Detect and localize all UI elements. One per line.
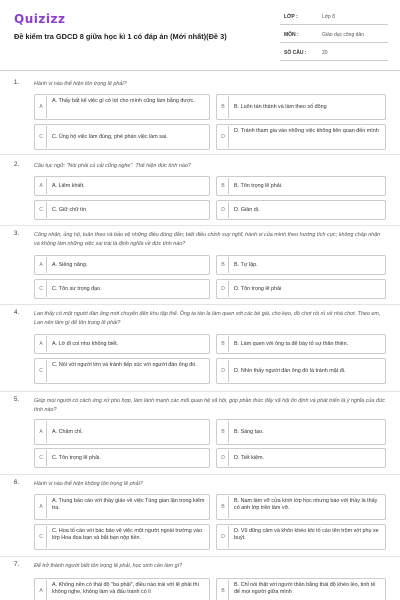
meta-row-subject — [280, 28, 388, 43]
question-text: Công nhận, ủng hộ, tuân theo và bảo vệ những điều đúng đắn; biết điều chỉnh suy nghĩ, hành vi của mình theo hướng tích cực; không chấp nhận và không làm những việc sai trái là định nghĩa về đức tính nào? — [34, 232, 381, 247]
option-letter: A — [36, 580, 47, 600]
meta-box — [280, 10, 388, 61]
option-b[interactable] — [216, 255, 386, 275]
page-title: Đề kiểm tra GDCD 8 giữa học kì 1 có đáp án (Mới nhất)(Đề 3) — [14, 32, 227, 41]
option-letter: A — [36, 421, 47, 443]
option-letter: C — [36, 281, 47, 297]
option-b[interactable] — [216, 176, 386, 196]
option-letter: C — [36, 202, 47, 218]
question-text: Lan thấy có một người đàn ông mới chuyển đến khu tập thể. Ông ta tán la làm quen với các bé gái, cho kẹo, đồ chơi rồi rủ về nhà chơi. Theo em, Lan nên làm gì để tôn trọng lẽ phải? — [34, 311, 381, 326]
option-letter: D — [218, 450, 229, 466]
option-letter: A — [36, 96, 47, 118]
option-c[interactable] — [34, 200, 210, 220]
option-text: D. Tôn trọng lẽ phải — [234, 286, 282, 292]
option-letter: B — [218, 496, 229, 518]
option-b[interactable] — [216, 494, 386, 520]
question-text: Hành vi nào thể hiện không tôn trọng lẽ phải? — [34, 481, 143, 487]
option-letter: B — [218, 336, 229, 352]
option-c[interactable] — [34, 358, 210, 384]
option-letter: C — [36, 360, 47, 382]
option-letter: A — [36, 257, 47, 273]
option-text: C. Ủng hộ việc làm đúng, phê phán việc làm sai. — [52, 134, 168, 140]
option-a[interactable] — [34, 334, 210, 354]
option-d[interactable] — [216, 200, 386, 220]
option-letter: A — [36, 496, 47, 518]
meta-label: LỚP : — [284, 14, 298, 20]
option-letter: D — [218, 281, 229, 297]
option-d[interactable] — [216, 124, 386, 150]
question-number: 3. — [14, 231, 20, 237]
option-c[interactable] — [34, 279, 210, 299]
page-header — [0, 0, 400, 64]
option-letter: D — [218, 360, 229, 382]
question-number: 5. — [14, 397, 20, 403]
option-text: B. Chỉ nói thật với người thân bằng thái độ khéo léo, tinh tế để mọi người giữa mình — [234, 582, 376, 596]
question-number: 2. — [14, 162, 20, 168]
option-text: D. Nhìn thấy người đàn ông đó là tránh mặt đi. — [234, 368, 346, 374]
option-text: D. Tiết kiệm. — [234, 455, 264, 461]
option-text: C. Tôn trọng lẽ phải. — [52, 455, 101, 461]
option-b[interactable] — [216, 94, 386, 120]
option-text: B. Tôn trọng lẽ phải. — [234, 183, 283, 189]
option-text: B. Sáng tạo. — [234, 429, 264, 435]
question-number: 6. — [14, 480, 20, 486]
option-text: D. Vũ dũng cảm và khôn khéo khi tố cáo tên trộm với phụ xe buýt. — [234, 528, 379, 542]
option-letter: D — [218, 126, 229, 148]
option-text: A. Không nên có thái độ "ba phải", điều nào trái với lẽ phải thì không nghe, không làm và đấu tranh có lí — [52, 582, 200, 596]
question-text: Để trở thành người biết tôn trọng lẽ phải, học sinh cần làm gì? — [34, 563, 183, 569]
question-divider — [0, 154, 400, 155]
option-text: C. Nói với người lớn và tránh tiếp xúc với người đàn ông đó. — [52, 362, 197, 368]
option-text: A. Chăm chỉ. — [52, 429, 83, 435]
option-text: C. Hoa tố cáo với bác bảo vệ việc một người ngoài trường vào lớp Hoa đọa bạn và bắt bạn nộp tiền. — [52, 528, 202, 542]
option-a[interactable] — [34, 578, 210, 600]
meta-value: 20 — [322, 50, 328, 56]
option-letter: C — [36, 126, 47, 148]
option-text: A. Thấy bất kể việc gì có lợi cho mình cũng làm bằng được. — [52, 98, 195, 104]
meta-row-count — [280, 46, 388, 61]
option-c[interactable] — [34, 448, 210, 468]
option-letter: D — [218, 202, 229, 218]
question-divider — [0, 391, 400, 392]
question-divider — [0, 474, 400, 475]
question-number: 7. — [14, 562, 20, 568]
meta-value: Giáo dục công dân — [322, 32, 364, 38]
question-divider — [0, 225, 400, 226]
question-text: Giúp mọi người có cách ứng xử phù hợp, làm lành mạnh các mối quan hệ xã hội, góp phần thúc đẩy xã hội ổn định và phát triển là ý nghĩa của đức tính nào? — [34, 398, 386, 413]
option-a[interactable] — [34, 176, 210, 196]
option-text: B. Tự lập. — [234, 262, 258, 268]
option-text: D. Tránh tham gia vào những việc không liên quan đến mình — [234, 128, 379, 134]
option-a[interactable] — [34, 94, 210, 120]
question-divider — [0, 556, 400, 557]
question-number: 1. — [14, 80, 20, 86]
option-text: A. Siêng năng. — [52, 262, 88, 268]
option-text: B. Luôn tán thành và làm theo số đông — [234, 104, 327, 110]
meta-label: SỐ CÂU : — [284, 50, 307, 56]
option-a[interactable] — [34, 494, 210, 520]
option-d[interactable] — [216, 448, 386, 468]
option-text: D. Giản dị. — [234, 207, 260, 213]
option-text: A. Trung báo cáo với thầy giáo về việc Tùng gian lận trong kiểm tra. — [52, 498, 205, 512]
option-letter: B — [218, 580, 229, 600]
option-c[interactable] — [34, 124, 210, 150]
option-b[interactable] — [216, 578, 386, 600]
option-text: A. Lờ đi coi như không biết. — [52, 341, 119, 347]
option-letter: B — [218, 96, 229, 118]
option-letter: B — [218, 421, 229, 443]
question-number: 4. — [14, 310, 20, 316]
question-divider — [0, 304, 400, 305]
meta-label: MÔN : — [284, 32, 299, 38]
option-text: A. Liêm khiết. — [52, 183, 85, 189]
option-d[interactable] — [216, 279, 386, 299]
option-letter: B — [218, 257, 229, 273]
option-letter: A — [36, 178, 47, 194]
option-letter: B — [218, 178, 229, 194]
option-a[interactable] — [34, 419, 210, 445]
option-text: B. Nam làm vỡ cửa kính lớp học nhưng báo với thầy là thấy có anh lớp trên làm vỡ. — [234, 498, 378, 512]
option-d[interactable] — [216, 358, 386, 384]
meta-row-class — [280, 10, 388, 25]
question-text: Hành vi nào thể hiện tôn trọng lẽ phải? — [34, 81, 127, 87]
meta-value: Lớp 8 — [322, 14, 336, 20]
quizizz-logo: Quizizz — [14, 12, 66, 26]
option-b[interactable] — [216, 419, 386, 445]
option-c[interactable] — [34, 524, 210, 550]
option-text: B. Làm quen với ông ta để bày tỏ sự thân thiện. — [234, 341, 349, 347]
option-b[interactable] — [216, 334, 386, 354]
option-letter: C — [36, 526, 47, 548]
option-text: C. Giữ chữ tín — [52, 207, 87, 213]
header-divider — [0, 70, 400, 71]
question-text: Câu tục ngữ: "Nói phải củ cải cũng nghe". Thể hiện đức tính nào? — [34, 163, 191, 169]
option-text: C. Tôn sư trọng đạo. — [52, 286, 102, 292]
option-letter: D — [218, 526, 229, 548]
option-d[interactable] — [216, 524, 386, 550]
option-letter: A — [36, 336, 47, 352]
option-letter: C — [36, 450, 47, 466]
option-a[interactable] — [34, 255, 210, 275]
